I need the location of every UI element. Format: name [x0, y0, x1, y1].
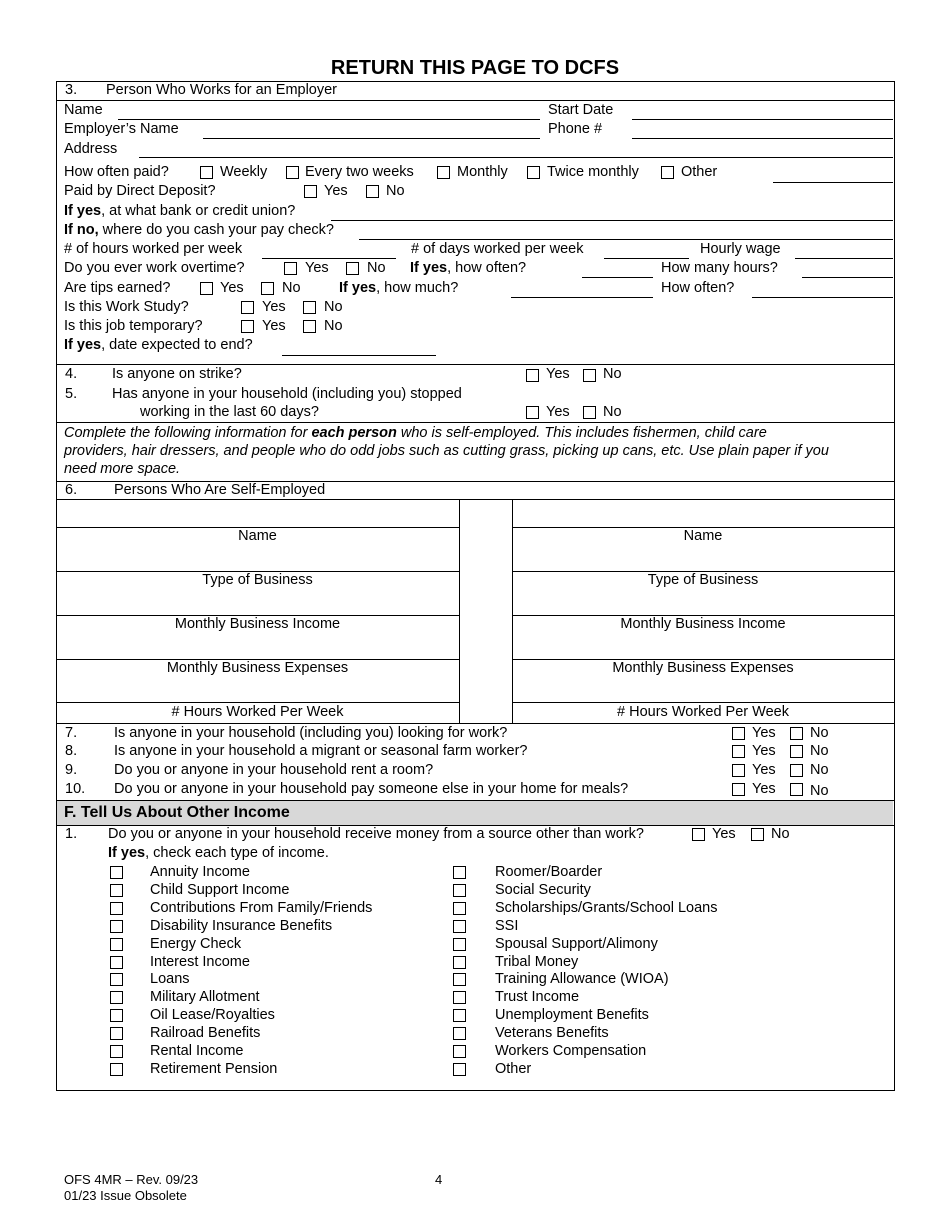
intro-line3: need more space. [64, 461, 181, 477]
yes-label: Yes [546, 404, 570, 420]
work-study-label: Is this Work Study? [64, 299, 189, 315]
income-right-11-label: Other [495, 1060, 532, 1077]
no-label: No [603, 366, 622, 382]
direct-deposit-no-checkbox[interactable] [366, 185, 379, 198]
person2-business-label: Type of Business [647, 572, 759, 588]
intro-line2: providers, hair dressers, and people who do odd jobs such as cutting grass, picking up cans, etc. Use plain paper if you [64, 443, 829, 459]
q4-yes-checkbox[interactable] [526, 369, 539, 382]
date-end-field[interactable] [282, 355, 436, 356]
no-label: No [810, 783, 829, 799]
q5-line1: Has anyone in your household (including you) stopped [112, 386, 462, 402]
income-right-7-checkbox[interactable] [453, 991, 466, 1004]
cash-question: If no, where do you cash your pay check? [64, 222, 334, 238]
income-right-10-checkbox[interactable] [453, 1045, 466, 1058]
income-right-7-label: Trust Income [495, 989, 580, 1006]
bank-field[interactable] [331, 220, 893, 221]
q4-number: 4. [65, 366, 78, 382]
q9-number: 9. [65, 762, 78, 778]
no-label: No [771, 826, 790, 842]
how-often-paid-label: How often paid? [64, 164, 169, 180]
yes-label: Yes [546, 366, 570, 382]
other-pay-field[interactable] [773, 182, 893, 183]
income-left-8-label: Oil Lease/Royalties [150, 1007, 275, 1024]
q4-no-checkbox[interactable] [583, 369, 596, 382]
person1-income-label: Monthly Business Income [174, 616, 341, 632]
overtime-yes-checkbox[interactable] [284, 262, 297, 275]
overtime-how-often-label: If yes, how often? [410, 260, 527, 276]
person2-hours-field[interactable] [512, 702, 894, 703]
overtime-how-often-field[interactable] [582, 277, 653, 278]
tips-how-much-field[interactable] [511, 297, 653, 298]
obsolete-note: 01/23 Issue Obsolete [64, 1188, 187, 1203]
income-left-7-checkbox[interactable] [110, 991, 123, 1004]
income-left-8-checkbox[interactable] [110, 1009, 123, 1022]
days-week-label: # of days worked per week [411, 241, 584, 257]
income-right-2-label: Scholarships/Grants/School Loans [495, 899, 718, 916]
page-number: 4 [435, 1172, 443, 1187]
hourly-wage-field[interactable] [795, 258, 893, 259]
cash-field[interactable] [359, 239, 893, 240]
name-label: Name [64, 102, 103, 118]
person1-hours-label: # Hours Worked Per Week [171, 704, 344, 720]
tips-how-often-field[interactable] [752, 297, 893, 298]
tips-label: Are tips earned? [64, 280, 171, 296]
monthly-checkbox[interactable] [437, 166, 450, 179]
income-right-6-label: Training Allowance (WIOA) [495, 971, 669, 988]
income-left-10-label: Rental Income [150, 1043, 244, 1059]
q5-yes-checkbox[interactable] [526, 406, 539, 419]
income-right-1-label: Social Security [495, 881, 591, 898]
income-right-5-label: Tribal Money [495, 953, 579, 970]
income-right-10-label: Workers Compensation [495, 1043, 647, 1059]
f1-if-yes: If yes, check each type of income. [108, 845, 329, 861]
q10-text: Do you or anyone in your household pay someone else in your home for meals? [114, 781, 629, 797]
temporary-label: Is this job temporary? [64, 318, 203, 334]
income-right-11-checkbox[interactable] [453, 1063, 466, 1076]
no-label: No [282, 280, 301, 296]
q8-no-checkbox[interactable] [790, 745, 803, 758]
q9-text: Do you or anyone in your household rent a room? [114, 762, 434, 778]
q5-line2: working in the last 60 days? [140, 404, 319, 420]
q5-no-checkbox[interactable] [583, 406, 596, 419]
no-label: No [324, 299, 343, 315]
income-left-1-checkbox[interactable] [110, 884, 123, 897]
no-label: No [367, 260, 386, 276]
income-left-0-checkbox[interactable] [110, 866, 123, 879]
monthly-label: Monthly [457, 164, 508, 180]
income-left-6-checkbox[interactable] [110, 973, 123, 986]
person1-business-label: Type of Business [202, 572, 313, 588]
q10-number: 10. [65, 781, 86, 797]
temporary-no-checkbox[interactable] [303, 320, 316, 333]
income-right-8-checkbox[interactable] [453, 1009, 466, 1022]
income-left-6-label: Loans [150, 971, 190, 988]
q7-number: 7. [65, 725, 78, 741]
employer-name-label: Employer’s Name [64, 121, 179, 137]
income-right-4-label: Spousal Support/Alimony [495, 935, 658, 952]
person2-hours-label: # Hours Worked Per Week [617, 704, 789, 720]
f1-number: 1. [65, 826, 78, 842]
q5-number: 5. [65, 386, 78, 402]
income-left-5-checkbox[interactable] [110, 956, 123, 969]
q10-yes-checkbox[interactable] [732, 783, 745, 796]
date-end-label: If yes, date expected to end? [64, 337, 253, 353]
bank-question: If yes, at what bank or credit union? [64, 203, 296, 219]
income-left-11-checkbox[interactable] [110, 1063, 123, 1076]
address-label: Address [64, 141, 118, 157]
income-right-8-label: Unemployment Benefits [495, 1007, 649, 1024]
no-label: No [386, 183, 405, 199]
twice-monthly-checkbox[interactable] [527, 166, 540, 179]
name-field[interactable] [118, 119, 540, 120]
form-id: OFS 4MR – Rev. 09/23 [64, 1172, 199, 1187]
no-label: No [810, 762, 829, 778]
every-two-weeks-checkbox[interactable] [286, 166, 299, 179]
income-right-3-label: SSI [495, 917, 519, 934]
q6-number: 6. [65, 482, 78, 498]
income-right-9-label: Veterans Benefits [495, 1025, 609, 1042]
income-left-9-checkbox[interactable] [110, 1027, 123, 1040]
other-pay-checkbox[interactable] [661, 166, 674, 179]
q6-title: Persons Who Are Self-Employed [114, 482, 326, 498]
income-right-0-label: Roomer/Boarder [495, 864, 603, 880]
q8-yes-checkbox[interactable] [732, 745, 745, 758]
income-left-3-label: Disability Insurance Benefits [150, 917, 333, 934]
person2-income-label: Monthly Business Income [620, 616, 786, 632]
tips-how-often-label: How often? [661, 280, 735, 296]
weekly-checkbox[interactable] [200, 166, 213, 179]
income-left-11-label: Retirement Pension [150, 1060, 278, 1077]
q8-number: 8. [65, 743, 78, 759]
how-many-hours-field[interactable] [802, 277, 893, 278]
income-left-1-label: Child Support Income [150, 881, 290, 898]
income-left-2-checkbox[interactable] [110, 902, 123, 915]
employer-name-field[interactable] [203, 138, 540, 139]
q3-number: 3. [65, 82, 78, 98]
hours-week-field[interactable] [262, 258, 396, 259]
q3-title: Person Who Works for an Employer [106, 82, 338, 98]
income-left-0-label: Annuity Income [150, 864, 250, 880]
overtime-no-checkbox[interactable] [346, 262, 359, 275]
income-left-5-label: Interest Income [150, 953, 250, 970]
tips-yes-checkbox[interactable] [200, 282, 213, 295]
days-week-field[interactable] [604, 258, 689, 259]
income-right-0-checkbox[interactable] [453, 866, 466, 879]
yes-label: Yes [712, 826, 736, 842]
no-label: No [324, 318, 343, 334]
every-two-weeks-label: Every two weeks [305, 164, 414, 180]
q7-no-checkbox[interactable] [790, 727, 803, 740]
no-label: No [810, 725, 829, 741]
yes-label: Yes [752, 743, 776, 759]
q10-no-checkbox[interactable] [790, 783, 803, 796]
f1-question: Do you or anyone in your household receive money from a source other than work? [108, 826, 644, 842]
income-right-5-checkbox[interactable] [453, 956, 466, 969]
address-field[interactable] [139, 157, 893, 158]
yes-label: Yes [752, 762, 776, 778]
other-pay-label: Other [681, 164, 718, 180]
yes-label: Yes [220, 280, 244, 296]
weekly-label: Weekly [220, 164, 268, 180]
yes-label: Yes [262, 299, 286, 315]
q7-text: Is anyone in your household (including you) looking for work? [114, 725, 508, 741]
yes-label: Yes [305, 260, 329, 276]
temporary-yes-checkbox[interactable] [241, 320, 254, 333]
income-right-6-checkbox[interactable] [453, 973, 466, 986]
twice-monthly-label: Twice monthly [547, 164, 639, 180]
hourly-wage-label: Hourly wage [700, 241, 781, 257]
q8-text: Is anyone in your household a migrant or seasonal farm worker? [114, 743, 528, 759]
tips-no-checkbox[interactable] [261, 282, 274, 295]
person2-expenses-label: Monthly Business Expenses [612, 660, 794, 676]
no-label: No [810, 743, 829, 759]
q9-no-checkbox[interactable] [790, 764, 803, 777]
work-study-yes-checkbox[interactable] [241, 301, 254, 314]
yes-label: Yes [752, 725, 776, 741]
page-title: RETURN THIS PAGE TO DCFS [330, 57, 620, 79]
person1-expenses-label: Monthly Business Expenses [166, 660, 349, 676]
hours-week-label: # of hours worked per week [64, 241, 243, 257]
income-left-3-checkbox[interactable] [110, 920, 123, 933]
section-f-heading: F. Tell Us About Other Income [64, 804, 290, 821]
income-left-10-checkbox[interactable] [110, 1045, 123, 1058]
start-date-label: Start Date [548, 102, 614, 118]
how-many-hours-label: How many hours? [661, 260, 778, 276]
q9-yes-checkbox[interactable] [732, 764, 745, 777]
yes-label: Yes [262, 318, 286, 334]
income-left-4-label: Energy Check [150, 935, 242, 952]
income-right-1-checkbox[interactable] [453, 884, 466, 897]
tips-how-much-label: If yes, how much? [339, 280, 459, 296]
income-right-2-checkbox[interactable] [453, 902, 466, 915]
f1-no-checkbox[interactable] [751, 828, 764, 841]
person2-name-label: Name [683, 528, 723, 544]
phone-label: Phone # [548, 121, 603, 137]
q7-yes-checkbox[interactable] [732, 727, 745, 740]
yes-label: Yes [752, 781, 776, 797]
f1-yes-checkbox[interactable] [692, 828, 705, 841]
income-right-9-checkbox[interactable] [453, 1027, 466, 1040]
work-study-no-checkbox[interactable] [303, 301, 316, 314]
start-date-field[interactable] [632, 119, 893, 120]
income-left-9-label: Railroad Benefits [150, 1025, 261, 1042]
income-right-4-checkbox[interactable] [453, 938, 466, 951]
phone-field[interactable] [632, 138, 893, 139]
person1-hours-field[interactable] [56, 702, 459, 703]
income-left-7-label: Military Allotment [150, 989, 260, 1006]
income-left-2-label: Contributions From Family/Friends [150, 899, 373, 916]
q4-text: Is anyone on strike? [112, 366, 242, 382]
direct-deposit-yes-checkbox[interactable] [304, 185, 317, 198]
person1-name-label: Name [238, 528, 277, 544]
no-label: No [603, 404, 622, 420]
income-right-3-checkbox[interactable] [453, 920, 466, 933]
yes-label: Yes [324, 183, 348, 199]
overtime-label: Do you ever work overtime? [64, 260, 245, 276]
intro-line1: Complete the following information for each person who is self-employed. This includes fishermen, child care [64, 425, 767, 441]
income-left-4-checkbox[interactable] [110, 938, 123, 951]
direct-deposit-label: Paid by Direct Deposit? [64, 183, 216, 199]
